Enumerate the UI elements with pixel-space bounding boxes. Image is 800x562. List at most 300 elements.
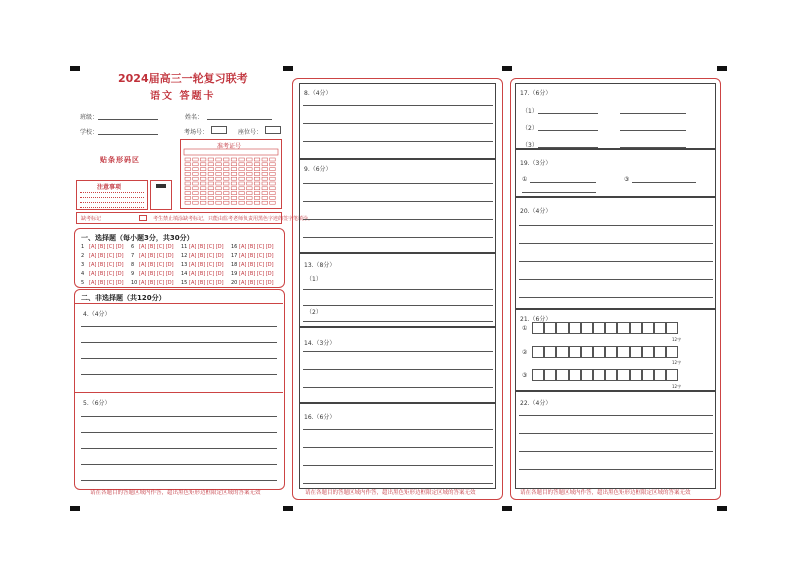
q19-label: 19.（3分） [520,160,552,167]
q21-char-box[interactable] [569,369,581,381]
q19-item3-label: ③ [624,176,630,183]
footer-note: 请在各题目的答题区域内作答，超出黑色矩形边框限定区域的答案无效 [520,490,691,496]
q21-char-box[interactable] [617,346,629,358]
q21-char-box[interactable] [605,346,617,358]
exam-id-bubble[interactable] [185,168,191,171]
answer-options[interactable]: [A] [B] [C] [D] [189,244,224,250]
exam-id-bubble[interactable] [239,177,245,180]
question-number: 19 [231,271,238,277]
q17-part1-line[interactable] [538,113,598,114]
exam-id-bubble[interactable] [247,158,253,161]
exam-id-bubble[interactable] [270,177,276,180]
q21-char-box[interactable] [532,369,544,381]
exam-id-bubble[interactable] [239,158,245,161]
exam-id-bubble[interactable] [216,168,222,171]
exam-id-bubble[interactable] [185,187,191,190]
exam-id-bubble[interactable] [247,201,253,204]
answer-options[interactable]: [A] [B] [C] [D] [239,262,274,268]
q21-char-box[interactable] [544,369,556,381]
exam-id-bubble[interactable] [224,163,230,166]
answer-options[interactable]: [A] [B] [C] [D] [139,244,174,250]
answer-options[interactable]: [A] [B] [C] [D] [139,253,174,259]
q17-part2-line[interactable] [620,130,686,131]
answer-options[interactable]: [A] [B] [C] [D] [189,262,224,268]
class-field[interactable] [98,119,158,120]
q14-answer-line[interactable] [303,387,493,388]
q21-char-box[interactable] [556,346,568,358]
question-number: 2 [81,253,85,259]
q5-label: 5.（6分） [83,400,111,407]
exam-id-bubble[interactable] [185,158,191,161]
q16-answer-line[interactable] [303,447,493,448]
q19-item1-line[interactable] [530,182,596,183]
question-number: 4 [81,271,85,277]
q21-char-box[interactable] [569,322,581,334]
exam-id-bubble[interactable] [254,182,259,185]
school-field[interactable] [98,134,158,135]
q17-label: 17.（6分） [520,90,552,97]
exam-id-bubble[interactable] [208,172,214,175]
exam-id-bubble[interactable] [216,172,222,175]
question-number: 20 [231,280,238,286]
q16-answer-line[interactable] [303,465,493,466]
answer-options[interactable]: [A] [B] [C] [D] [139,280,174,286]
q13-answer-line[interactable] [303,321,493,322]
seat-number-field[interactable] [265,126,281,134]
q21-item1-label: ① [522,325,528,332]
answer-options[interactable]: [A] [B] [C] [D] [89,262,124,268]
question-number: 17 [231,253,238,259]
exam-id-bubble[interactable] [224,192,230,195]
q20-answer-line[interactable] [519,261,713,262]
q5-answer-line[interactable] [81,432,277,433]
q21-char-box[interactable] [605,322,617,334]
exam-id-bubble[interactable] [247,182,253,185]
exam-id-bubble[interactable] [200,196,206,199]
q20-box [515,197,716,309]
exam-id-bubble[interactable] [270,172,276,175]
exam-id-bubble[interactable] [239,192,245,195]
exam-id-bubble[interactable] [231,196,237,199]
q20-answer-line[interactable] [519,297,713,298]
exam-id-bubble[interactable] [231,182,237,185]
notice-line [80,192,144,193]
exam-id-bubble[interactable] [200,168,206,171]
exam-id-bubble[interactable] [254,192,259,195]
exam-id-bubble[interactable] [262,172,268,175]
q4-answer-line[interactable] [81,326,277,327]
exam-id-bubble[interactable] [216,196,222,199]
exam-id-bubble[interactable] [270,182,276,185]
question-number: 1 [81,244,85,250]
exam-id-bubble[interactable] [247,172,253,175]
exam-id-bubble[interactable] [208,177,214,180]
q21-char-box[interactable] [593,369,605,381]
exam-id-bubble[interactable] [270,201,276,204]
exam-id-bubble[interactable] [270,168,276,171]
q21-limit-label: 12字 [672,360,682,365]
q5-answer-line[interactable] [81,480,277,481]
q4-answer-line[interactable] [81,374,277,375]
question-number: 13 [181,262,188,268]
exam-id-bubble[interactable] [193,177,199,180]
answer-options[interactable]: [A] [B] [C] [D] [89,253,124,259]
q21-char-box[interactable] [666,369,678,381]
exam-id-bubble[interactable] [231,163,237,166]
question-number: 8 [131,262,135,268]
exam-id-bubble[interactable] [224,182,230,185]
exam-id-bubble[interactable] [185,196,191,199]
q21-char-box[interactable] [642,322,654,334]
exam-id-bubble[interactable] [262,163,268,166]
exam-id-bubble[interactable] [208,158,214,161]
exam-id-bubble[interactable] [208,182,214,185]
q21-char-box[interactable] [617,369,629,381]
absent-mark-checkbox[interactable] [139,215,147,221]
q9-answer-line[interactable] [303,183,493,184]
q13-answer-line[interactable] [303,305,493,306]
exam-id-bubble[interactable] [247,187,253,190]
q21-char-box[interactable] [569,346,581,358]
q13-label: 13.（8分） [304,262,336,269]
q21-char-box[interactable] [630,322,642,334]
registration-mark [717,506,727,511]
q21-char-box[interactable] [642,346,654,358]
exam-id-bubble[interactable] [254,168,259,171]
q21-box [515,309,716,391]
exam-id-bubble[interactable] [185,192,191,195]
answer-options[interactable]: [A] [B] [C] [D] [189,253,224,259]
exam-id-bubble[interactable] [254,158,259,161]
q21-char-box[interactable] [593,322,605,334]
q17-part1-line[interactable] [620,113,686,114]
exam-id-bubble[interactable] [224,177,230,180]
filled-mark-example [156,184,166,188]
answer-options[interactable]: [A] [B] [C] [D] [139,262,174,268]
exam-id-bubble[interactable] [254,163,259,166]
notice-box [76,180,148,210]
q5-answer-line[interactable] [81,464,277,465]
exam-id-bubble[interactable] [239,187,245,190]
answer-options[interactable]: [A] [B] [C] [D] [239,280,274,286]
exam-id-bubble[interactable] [216,158,222,161]
exam-id-bubble[interactable] [247,163,253,166]
exam-id-bubble[interactable] [193,192,199,195]
exam-id-bubble[interactable] [254,201,259,204]
exam-id-bubble[interactable] [262,177,268,180]
exam-id-bubble[interactable] [239,172,245,175]
question-number: 16 [231,244,238,250]
q17-part2-line[interactable] [538,130,598,131]
exam-id-bubble[interactable] [247,177,253,180]
question-number: 14 [181,271,188,277]
q13-box [299,253,496,327]
q22-answer-line[interactable] [519,469,713,470]
page-title: 2024届高三一轮复习联考 [118,72,248,85]
q21-char-box[interactable] [654,322,666,334]
exam-id-bubble[interactable] [262,187,268,190]
exam-id-title: 准考证号 [217,143,242,150]
q21-char-box[interactable] [654,369,666,381]
exam-id-bubble[interactable] [231,172,237,175]
exam-id-bubble[interactable] [270,163,276,166]
exam-id-bubble[interactable] [208,192,214,195]
q21-char-box[interactable] [532,346,544,358]
exam-id-bubble[interactable] [200,172,206,175]
exam-id-bubble[interactable] [208,168,214,171]
exam-id-bubble[interactable] [200,192,206,195]
q17-part3-line[interactable] [620,147,686,148]
answer-options[interactable]: [A] [B] [C] [D] [239,253,274,259]
notice-line [80,202,144,203]
answer-options[interactable]: [A] [B] [C] [D] [189,280,224,286]
q9-answer-line[interactable] [303,219,493,220]
answer-options[interactable]: [A] [B] [C] [D] [139,271,174,277]
q5-answer-line[interactable] [81,448,277,449]
exam-id-bubble[interactable] [239,168,245,171]
exam-id-bubble[interactable] [262,196,268,199]
question-number: 18 [231,262,238,268]
exam-id-bubble[interactable] [254,172,259,175]
q21-char-box[interactable] [666,346,678,358]
page-subtitle: 语文 答题卡 [150,91,216,102]
exam-id-bubble[interactable] [224,172,230,175]
exam-id-bubble[interactable] [193,196,199,199]
exam-id-bubble[interactable] [247,196,253,199]
exam-id-bubble[interactable] [224,158,230,161]
q4-answer-line[interactable] [81,342,277,343]
exam-id-bubble[interactable] [270,196,276,199]
q21-limit-label: 12字 [672,337,682,342]
answer-options[interactable]: [A] [B] [C] [D] [89,244,124,250]
exam-id-bubble[interactable] [216,163,222,166]
exam-id-bubble[interactable] [193,201,199,204]
exam-id-bubble[interactable] [224,196,230,199]
choice-grid[interactable] [81,244,281,286]
q17-part2-label: （2） [522,125,538,132]
q14-answer-line[interactable] [303,369,493,370]
q20-answer-line[interactable] [519,225,713,226]
exam-id-bubble[interactable] [216,182,222,185]
exam-id-bubble[interactable] [239,163,245,166]
q20-answer-line[interactable] [519,243,713,244]
right-answer-panel [510,78,721,500]
registration-mark [502,66,512,71]
exam-id-bubble[interactable] [262,192,268,195]
q21-char-box[interactable] [532,322,544,334]
exam-id-bubble[interactable] [185,172,191,175]
q21-char-box[interactable] [544,346,556,358]
q21-item2-label: ② [522,349,528,356]
q9-answer-line[interactable] [303,237,493,238]
q21-char-box[interactable] [617,322,629,334]
q14-box [299,327,496,403]
exam-id-bubble[interactable] [193,158,199,161]
q14-answer-line[interactable] [303,351,493,352]
q17-box [515,83,716,149]
q13-part2-label: （2） [306,309,322,316]
q21-char-box[interactable] [581,322,593,334]
q4-answer-line[interactable] [81,358,277,359]
question-number: 9 [131,271,135,277]
q8-label: 8.（4分） [304,90,332,97]
question-number: 7 [131,253,135,259]
q22-answer-line[interactable] [519,415,713,416]
exam-id-bubble[interactable] [216,201,222,204]
exam-id-bubble[interactable] [224,168,230,171]
exam-id-bubble[interactable] [254,187,259,190]
exam-id-bubble[interactable] [216,192,222,195]
exam-id-bubbles[interactable] [181,148,281,208]
exam-id-bubble[interactable] [185,201,191,204]
exam-id-bubble[interactable] [216,177,222,180]
question-number: 10 [131,280,138,286]
exam-id-bubble[interactable] [231,187,237,190]
q21-label: 21.（6分） [520,316,552,323]
exam-id-bubble[interactable] [231,192,237,195]
registration-mark [502,506,512,511]
exam-id-bubble[interactable] [200,187,206,190]
class-label: 班级： [80,114,99,121]
absent-mark-bar [76,212,314,224]
exam-id-bubble[interactable] [216,187,222,190]
exam-id-bubble[interactable] [262,168,268,171]
exam-id-bubble[interactable] [231,158,237,161]
footer-note: 请在各题目的答题区域内作答，超出黑色矩形边框限定区域的答案无效 [90,490,261,496]
answer-options[interactable]: [A] [B] [C] [D] [239,271,274,277]
q19-item3-line[interactable] [632,182,696,183]
divider [75,392,283,393]
q16-answer-line[interactable] [303,429,493,430]
footer-note: 请在各题目的答题区域内作答，超出黑色矩形边框限定区域的答案无效 [305,490,476,496]
exam-id-bubble[interactable] [200,177,206,180]
q19-box [515,149,716,197]
exam-id-bubble[interactable] [200,201,206,204]
divider [75,303,283,304]
exam-id-bubble[interactable] [200,163,206,166]
exam-id-bubble[interactable] [239,196,245,199]
exam-id-bubble[interactable] [208,196,214,199]
q8-answer-line[interactable] [303,123,493,124]
name-field[interactable] [207,119,272,120]
registration-mark [717,66,727,71]
exam-id-bubble[interactable] [231,168,237,171]
question-number: 12 [181,253,188,259]
answer-options[interactable]: [A] [B] [C] [D] [89,280,124,286]
exam-id-bubble[interactable] [270,187,276,190]
q19-item2-line[interactable] [522,192,596,193]
q4-label: 4.（4分） [83,311,111,318]
exam-id-bubble[interactable] [239,201,245,204]
exam-id-bubble[interactable] [185,182,191,185]
name-label: 姓名： [185,114,204,121]
q21-char-box[interactable] [556,322,568,334]
q20-answer-line[interactable] [519,279,713,280]
exam-id-bubble[interactable] [193,187,199,190]
exam-id-bubble[interactable] [193,182,199,185]
absent-mark-note: 考生禁止填涂缺考标记，只能由监考老师负责用黑色字迹的签字笔填涂。 [153,216,314,222]
q21-char-box[interactable] [642,369,654,381]
exam-room-label: 考场号： [184,129,209,136]
q22-box [515,391,716,489]
exam-id-grid[interactable] [180,139,282,209]
q22-label: 22.（4分） [520,400,552,407]
q13-answer-line[interactable] [303,289,493,290]
q21-char-box[interactable] [654,346,666,358]
exam-id-bubble[interactable] [193,163,199,166]
q21-char-box[interactable] [581,369,593,381]
q17-part3-line[interactable] [538,147,598,148]
answer-options[interactable]: [A] [B] [C] [D] [239,244,274,250]
q21-char-box[interactable] [593,346,605,358]
exam-id-bubble[interactable] [247,192,253,195]
exam-id-bubble[interactable] [247,168,253,171]
q21-char-box[interactable] [605,369,617,381]
exam-room-field[interactable] [211,126,227,134]
q21-char-box[interactable] [581,346,593,358]
question-number: 3 [81,262,85,268]
answer-options[interactable]: [A] [B] [C] [D] [189,271,224,277]
q8-answer-line[interactable] [303,141,493,142]
q16-label: 16.（6分） [304,414,336,421]
exam-id-bubble[interactable] [231,201,237,204]
exam-id-bubble[interactable] [208,187,214,190]
notice-line [80,197,144,198]
exam-id-bubble[interactable] [254,177,259,180]
exam-id-bubble[interactable] [200,182,206,185]
q21-char-box[interactable] [556,369,568,381]
exam-id-bubble[interactable] [185,163,191,166]
notice-line [80,207,144,208]
q17-part1-label: （1） [522,108,538,115]
exam-id-bubble[interactable] [208,163,214,166]
exam-id-bubble[interactable] [208,201,214,204]
exam-id-bubble[interactable] [224,201,230,204]
exam-id-bubble[interactable] [270,192,276,195]
q9-box [299,159,496,253]
q22-answer-line[interactable] [519,451,713,452]
answer-options[interactable]: [A] [B] [C] [D] [89,271,124,277]
q21-item3-label: ③ [522,372,528,379]
exam-id-bubble[interactable] [262,182,268,185]
q5-answer-line[interactable] [81,416,277,417]
exam-id-bubble[interactable] [254,196,259,199]
q22-answer-line[interactable] [519,433,713,434]
exam-id-bubble[interactable] [239,182,245,185]
registration-mark [70,506,80,511]
exam-id-bubble[interactable] [193,172,199,175]
q9-answer-line[interactable] [303,201,493,202]
exam-id-bubble[interactable] [193,168,199,171]
middle-answer-panel [292,78,503,500]
exam-id-bubble[interactable] [200,158,206,161]
q21-char-box[interactable] [544,322,556,334]
exam-id-bubble[interactable] [270,158,276,161]
exam-id-bubble[interactable] [231,177,237,180]
q8-answer-line[interactable] [303,105,493,106]
exam-id-bubble[interactable] [185,177,191,180]
exam-id-bubble[interactable] [262,201,268,204]
exam-id-bubble[interactable] [262,158,268,161]
exam-id-bubble[interactable] [224,187,230,190]
registration-mark [283,506,293,511]
question-number: 6 [131,244,135,250]
q21-char-box[interactable] [630,346,642,358]
q21-char-box[interactable] [666,322,678,334]
q21-char-box[interactable] [630,369,642,381]
question-number: 5 [81,280,85,286]
q16-answer-line[interactable] [303,483,493,484]
